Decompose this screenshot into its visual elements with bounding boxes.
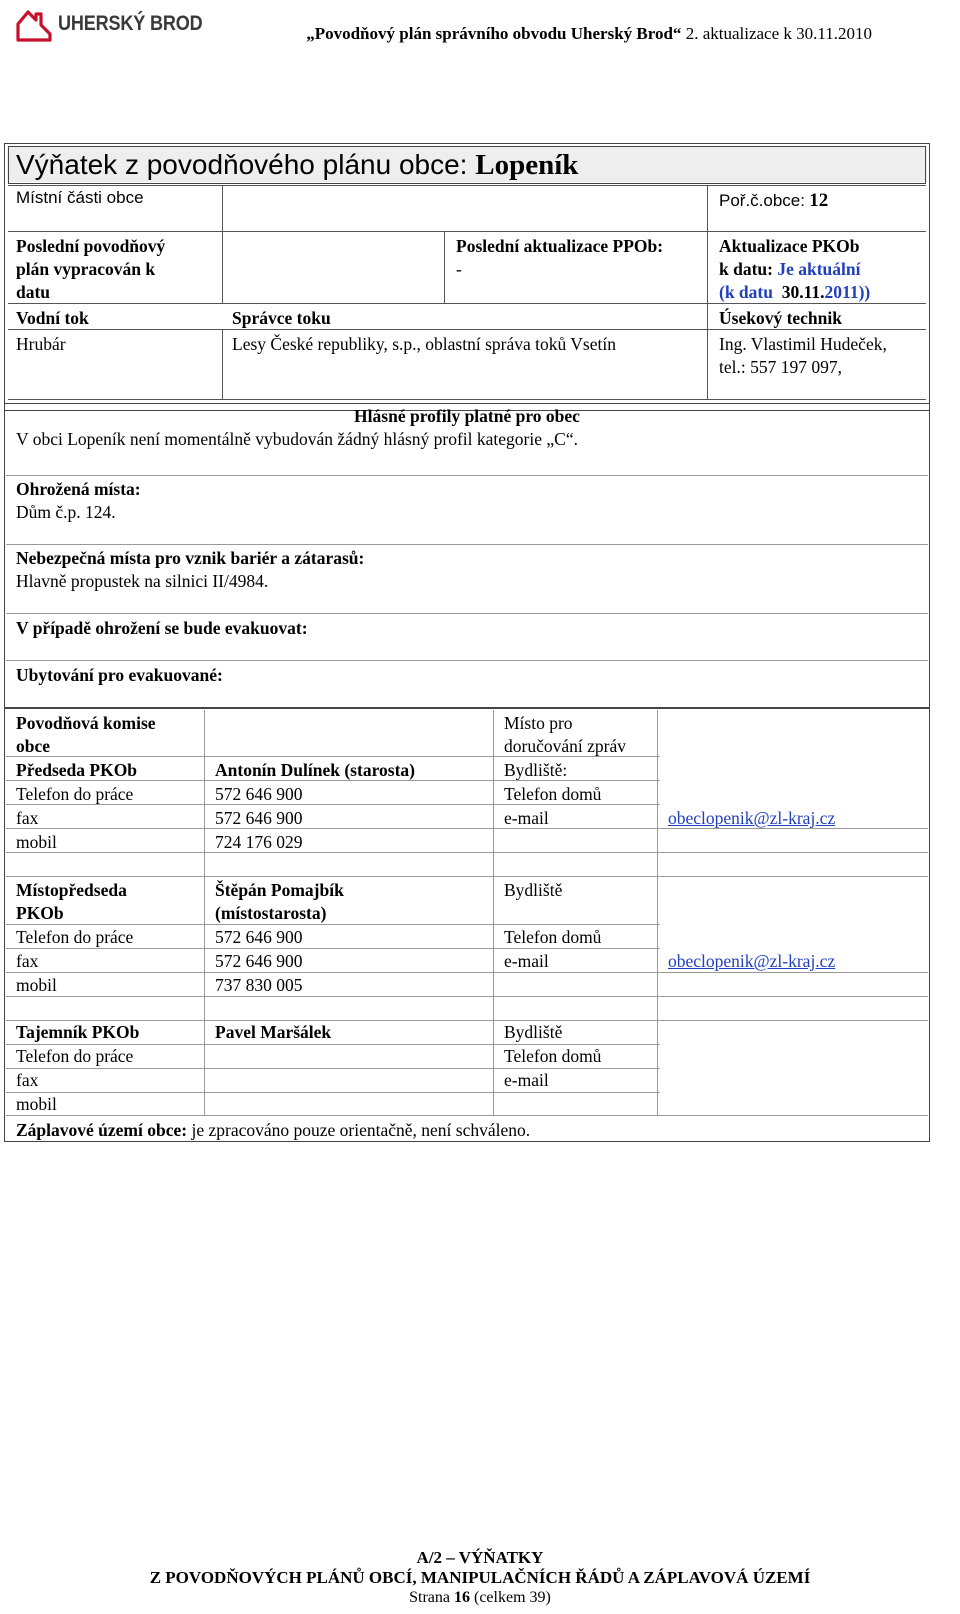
flood-zone-text: je zpracováno pouze orientačně, není schváleno. bbox=[191, 1120, 531, 1140]
secretary-role: Tajemník PKOb bbox=[16, 1022, 140, 1042]
vice-role-line2: PKOb bbox=[16, 903, 64, 923]
chair-mobile: 724 176 029 bbox=[215, 832, 303, 852]
chair-role: Předseda PKOb bbox=[16, 760, 138, 780]
municipality-number-value: 12 bbox=[809, 190, 829, 211]
logo bbox=[14, 4, 226, 44]
chair-work-label: Telefon do práce bbox=[16, 784, 134, 804]
vice-mobile-label: mobil bbox=[16, 975, 57, 995]
last-plan-label-line2: plán vypracován k bbox=[16, 259, 156, 279]
vice-name-line2: (místostarosta) bbox=[215, 903, 327, 923]
chair-fax: 572 646 900 bbox=[215, 808, 303, 828]
vice-name bbox=[215, 879, 344, 925]
vice-fax: 572 646 900 bbox=[215, 951, 303, 971]
vice-work-phone: 572 646 900 bbox=[215, 927, 303, 947]
footer-line2: Z POVODŇOVÝCH PLÁNŮ OBCÍ, MANIPULAČNÍCH ŘÁDŮ A ZÁPLAVOVÁ ÚZEMÍ bbox=[149, 1568, 811, 1587]
chair-email-label: e-mail bbox=[504, 808, 549, 828]
secretary-home-label: Telefon domů bbox=[504, 1046, 602, 1066]
municipality-number-label: Poř.č.obce: bbox=[719, 191, 805, 210]
chair-mobile-label: mobil bbox=[16, 832, 57, 852]
title-municipality: Lopeník bbox=[475, 149, 579, 181]
delivery-place-line2: doručování zpráv bbox=[504, 736, 626, 756]
vice-home-label: Telefon domů bbox=[504, 927, 602, 947]
ppob-update bbox=[456, 235, 663, 281]
commission-heading-line1: Povodňová komise bbox=[16, 713, 156, 733]
chair-home-label: Telefon domů bbox=[504, 784, 602, 804]
footer-page-prefix: Strana bbox=[409, 1589, 450, 1606]
document-header bbox=[306, 24, 872, 44]
last-plan-label bbox=[16, 235, 165, 304]
vice-mobile: 737 830 005 bbox=[215, 975, 303, 995]
secretary-residence: Bydliště bbox=[504, 1022, 563, 1042]
ppob-update-label: Poslední aktualizace PPOb: bbox=[456, 236, 664, 256]
vice-name-line1: Štěpán Pomajbík bbox=[215, 880, 344, 900]
last-plan-label-line1: Poslední povodňový bbox=[16, 236, 166, 256]
local-parts-label: Místní části obce bbox=[16, 188, 144, 207]
technician-name: Ing. Vlastimil Hudeček, bbox=[719, 334, 887, 354]
vice-role bbox=[16, 879, 127, 925]
chair-work-phone: 572 646 900 bbox=[215, 784, 303, 804]
watercourse-name: Hrubár bbox=[16, 334, 66, 354]
castle-logo-icon bbox=[14, 4, 54, 44]
dangerous-heading: Nebezpečná místa pro vznik bariér a zátarasů: bbox=[16, 548, 365, 568]
watercourse-heading: Vodní tok bbox=[16, 308, 89, 328]
flood-zone-label: Záplavové území obce: bbox=[16, 1120, 188, 1140]
accommodation-heading: Ubytování pro evakuované: bbox=[16, 665, 223, 685]
header-update: 2. aktualizace k 30.11.2010 bbox=[685, 24, 872, 43]
secretary-name: Pavel Maršálek bbox=[215, 1022, 332, 1042]
footer-page-number: 16 bbox=[454, 1589, 470, 1606]
chair-email-link[interactable]: obeclopenik@zl-kraj.cz bbox=[668, 808, 836, 828]
dangerous-text: Hlavně propustek na silnici II/4984. bbox=[16, 571, 269, 591]
delivery-place-line1: Místo pro bbox=[504, 713, 573, 733]
chair-residence: Bydliště: bbox=[504, 760, 568, 780]
commission-heading-line2: obce bbox=[16, 736, 51, 756]
technician-phone: tel.: 557 197 097, bbox=[719, 357, 842, 377]
pkob-date-prefix: (k datu bbox=[719, 282, 773, 302]
profiles-text: V obci Lopeník není momentálně vybudován žádný hlásný profil kategorie „C“. bbox=[16, 429, 578, 449]
secretary-fax-label: fax bbox=[16, 1070, 39, 1090]
last-plan-label-line3: datu bbox=[16, 282, 51, 302]
secretary-work-label: Telefon do práce bbox=[16, 1046, 134, 1066]
flood-zone bbox=[16, 1119, 530, 1142]
ppob-update-value: - bbox=[456, 259, 462, 279]
evacuate-heading: V případě ohrožení se bude evakuovat: bbox=[16, 618, 308, 638]
header-doc-title: „Povodňový plán správního obvodu Uherský Brod“ bbox=[306, 24, 682, 43]
pkob-update-label-2: k datu: bbox=[719, 259, 773, 279]
administrator-name: Lesy České republiky, s.p., oblastní správa toků Vsetín bbox=[232, 334, 616, 354]
commission-heading bbox=[16, 712, 156, 758]
title-prefix: Výňatek z povodňového plánu obce: bbox=[16, 149, 468, 180]
page-footer bbox=[0, 1548, 960, 1608]
vice-fax-label: fax bbox=[16, 951, 39, 971]
logo-text: UHERSKÝ BROD bbox=[58, 12, 203, 35]
profiles-heading: Hlásné profily platné pro obec bbox=[354, 406, 580, 426]
pkob-date-suffix: 2011)) bbox=[824, 282, 871, 302]
technician bbox=[719, 333, 887, 379]
chair-name: Antonín Dulínek (starosta) bbox=[215, 760, 415, 780]
vice-email-link[interactable]: obeclopenik@zl-kraj.cz bbox=[668, 951, 836, 971]
technician-heading: Úsekový technik bbox=[719, 308, 842, 328]
secretary-email-label: e-mail bbox=[504, 1070, 549, 1090]
secretary-mobile-label: mobil bbox=[16, 1094, 57, 1114]
footer-line1: A/2 – VÝŇATKY bbox=[416, 1548, 544, 1567]
commission-grid bbox=[4, 708, 930, 1142]
pkob-update bbox=[719, 235, 870, 304]
vice-residence: Bydliště bbox=[504, 880, 563, 900]
vice-email-label: e-mail bbox=[504, 951, 549, 971]
threatened-text: Dům č.p. 124. bbox=[16, 502, 116, 522]
administrator-heading: Správce toku bbox=[232, 308, 331, 328]
pkob-update-label: Aktualizace PKOb bbox=[719, 236, 860, 256]
chair-fax-label: fax bbox=[16, 808, 39, 828]
footer-page-total: (celkem 39) bbox=[474, 1589, 551, 1606]
municipality-number bbox=[719, 189, 828, 212]
delivery-place-heading bbox=[504, 712, 626, 758]
threatened-heading: Ohrožená místa: bbox=[16, 479, 141, 499]
vice-work-label: Telefon do práce bbox=[16, 927, 134, 947]
pkob-date-main: 30.11. bbox=[781, 282, 825, 302]
footer-page bbox=[0, 1588, 960, 1608]
pkob-status: Je aktuální bbox=[777, 259, 861, 279]
vice-role-line1: Místopředseda bbox=[16, 880, 127, 900]
